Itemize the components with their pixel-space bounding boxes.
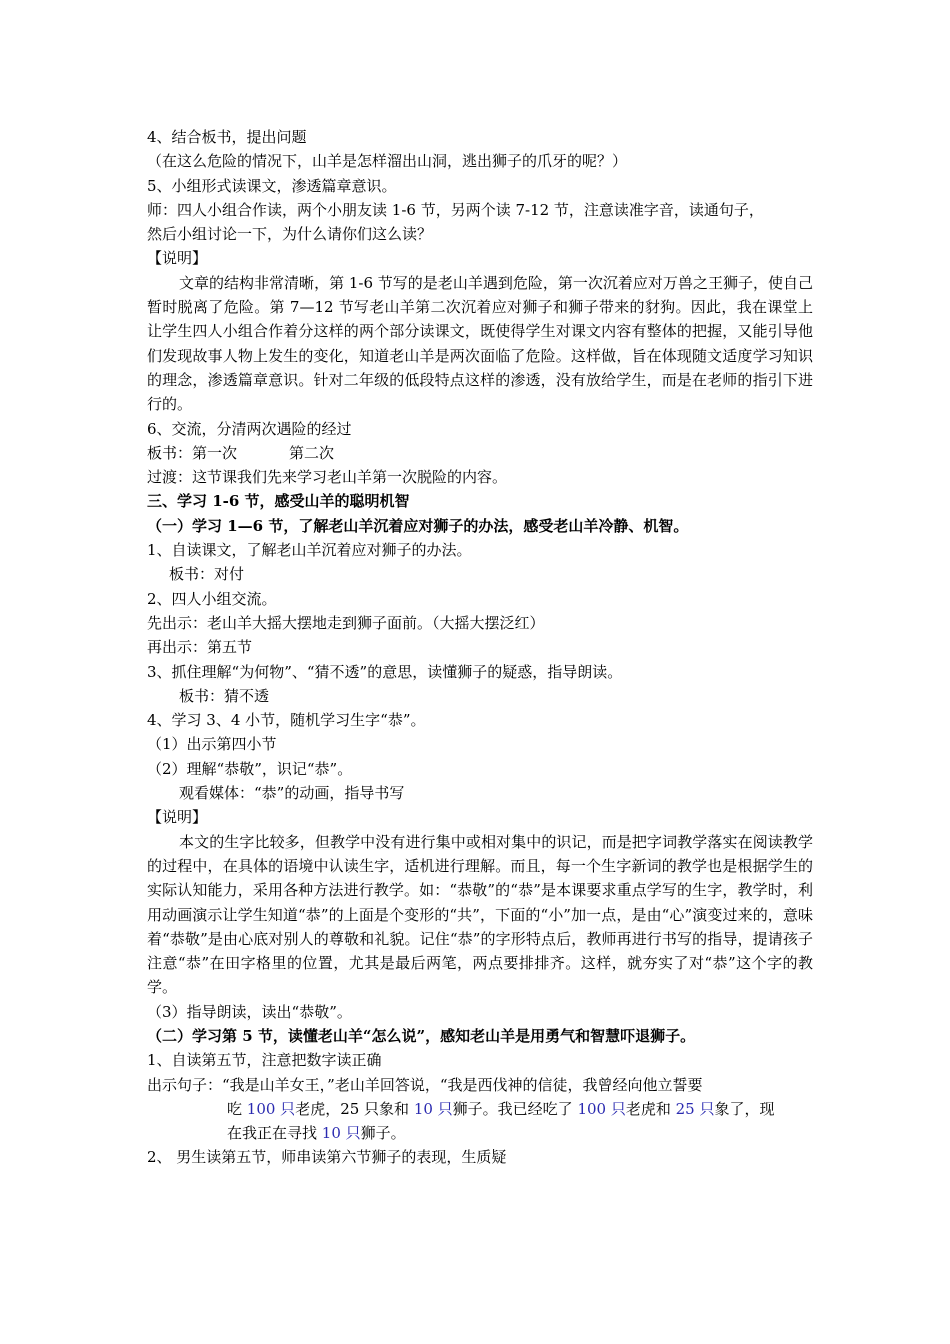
step-4-heading: 4、结合板书，提出问题 xyxy=(147,128,307,146)
subsection-1-heading: （一）学习 1—6 节，了解老山羊沉着应对狮子的办法，感受老山羊冷静、机智。 xyxy=(147,516,689,535)
number-highlight: 25 只 xyxy=(675,1099,715,1118)
teacher-instruction-line2: 然后小组讨论一下，为什么请你们这么读？ xyxy=(147,225,433,244)
board-cannot-guess: 板书：猜不透 xyxy=(179,686,270,705)
item-1: 1、自读课文，了解老山羊沉着应对狮子的办法。 xyxy=(147,541,472,560)
show-sentence-line1: 出示句子：“我是山羊女王，”老山羊回答说，“我是西伐神的信徒，我曾经向他立誓要 xyxy=(147,1075,703,1094)
section-3-heading: 三、学习 1-6 节，感受山羊的聪明机智 xyxy=(147,492,410,511)
teacher-instruction-line1: 师：四人小组合作读，两个小朋友读 1-6 节，另两个读 7-12 节，注意读准字音，读通句子， xyxy=(147,200,764,219)
sub-item-2: （2）理解“恭敬”，识记“恭”。 xyxy=(147,759,353,778)
number-highlight: 100 只 xyxy=(246,1099,296,1118)
show-sentence-line3 xyxy=(147,1121,813,1145)
show-sentence-line2 xyxy=(147,1097,813,1121)
show-first: 先出示：老山羊大摇大摆地走到狮子面前。（大摇大摆泛红） xyxy=(147,613,545,632)
board-writing-line xyxy=(147,441,813,465)
text-segment: 老虎，25 只象和 xyxy=(295,1099,414,1118)
subsection-2-heading: （二）学习第 5 节，读懂老山羊“怎么说”，感知老山羊是用勇气和智慧吓退狮子。 xyxy=(147,1026,696,1045)
question-text: （在这么危险的情况下，山羊是怎样溜出山洞，逃出狮子的爪牙的呢？） xyxy=(147,152,628,171)
note-label: 【说明】 xyxy=(147,249,208,268)
show-again: 再出示：第五节 xyxy=(147,638,253,657)
board-deal: 板书：对付 xyxy=(169,565,245,584)
note-label-2: 【说明】 xyxy=(147,808,208,827)
note-paragraph-1: 文章的结构非常清晰，第 1-6 节写的是老山羊遇到危险，第一次沉着应对万兽之王狮子，使自己暂时脱离了危险。第 7—12 节写老山羊第二次沉着应对狮子和狮子带来的豺狗。因此，我在课堂上让学生四人小组合作着分这样的两个部分读课文，既使得学生对课文内容有整体的把握，又能引导他们发现故事人物上发生的变化，知道老山羊是两次面临了危险。这样做，旨在体现随文适度学习知识的理念，渗透篇章意识。针对二年级的低段特点这样的渗透，没有放给学生，而是在老师的指引下进行的。 xyxy=(147,273,813,414)
text-segment: 狮子。我已经吃了 xyxy=(452,1099,578,1118)
media-watch: 观看媒体：“恭”的动画，指导书写 xyxy=(179,784,405,803)
item-4: 4、学习 3、4 小节，随机学习生字“恭”。 xyxy=(147,711,426,730)
text-segment: 象了，现 xyxy=(714,1099,775,1118)
document-page xyxy=(147,125,813,1170)
text-segment: 在我正在寻找 xyxy=(227,1124,322,1143)
number-highlight: 10 只 xyxy=(321,1124,361,1143)
item-2b: 2、 男生读第五节，师串读第六节狮子的表现，生质疑 xyxy=(147,1148,507,1167)
board-second: 第二次 xyxy=(289,443,335,462)
board-first: 板书：第一次 xyxy=(147,443,238,462)
note-paragraph-2: 本文的生字比较多，但教学中没有进行集中或相对集中的识记，而是把字词教学落实在阅读教学的过程中，在具体的语境中认读生字，适机进行理解。而且，每一个生字新词的教学也是根据学生的实际认知能力，采用各种方法进行教学。如：“恭敬”的“恭”是本课要求重点学写的生字，教学时，利用动画演示让学生知道“恭”的上面是个变形的“共”，下面的“小”加一点，是由“心”演变过来的，意味着“恭敬”是由心底对别人的尊敬和礼貌。记住“恭”的字形特点后，教师再进行书写的指导，提请孩子注意“恭”在田字格里的位置，尤其是最后两笔，两点要排排齐。这样，就夯实了对“恭”这个字的教学。 xyxy=(147,832,813,997)
number-highlight: 10 只 xyxy=(413,1099,453,1118)
number-highlight: 100 只 xyxy=(577,1099,626,1118)
item-1b: 1、自读第五节，注意把数字读正确 xyxy=(147,1051,382,1070)
item-2: 2、四人小组交流。 xyxy=(147,589,277,608)
sub-item-1: （1）出示第四小节 xyxy=(147,735,277,754)
step-5-heading: 5、小组形式读课文，渗透篇章意识。 xyxy=(147,176,397,195)
text-segment: 狮子。 xyxy=(360,1124,406,1143)
transition-line: 过渡：这节课我们先来学习老山羊第一次脱险的内容。 xyxy=(147,468,508,487)
step-6-heading: 6、交流，分清两次遇险的经过 xyxy=(147,419,352,438)
item-3: 3、抓住理解“为何物”、“猜不透”的意思，读懂狮子的疑惑，指导朗读。 xyxy=(147,662,623,681)
sub-item-3: （3）指导朗读，读出“恭敬”。 xyxy=(147,1002,352,1021)
text-segment: 吃 xyxy=(227,1099,247,1118)
text-segment: 老虎和 xyxy=(625,1099,676,1118)
